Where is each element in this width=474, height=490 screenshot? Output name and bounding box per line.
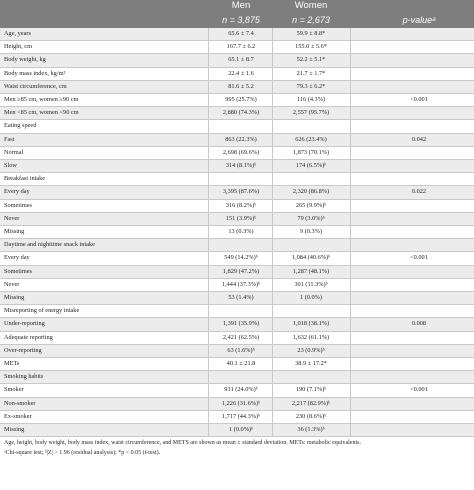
women-value: 2,557 (95.7%) [292, 109, 330, 117]
women-value: 9 (0.3%) [299, 228, 323, 235]
p-value: 0.022 [411, 188, 427, 196]
women-value: 190 (7.1%)ᵇ [295, 386, 327, 394]
women-value: 79.3 ± 6.2* [296, 82, 326, 90]
row-label: Breakfast intake [4, 175, 46, 183]
table-row [0, 318, 474, 331]
women-value: 59.9 ± 8.8* [296, 30, 326, 37]
row-label: Non-smoker [4, 399, 36, 407]
table-row [0, 68, 474, 81]
men-value: 1 (0.0%)ᵇ [229, 426, 253, 433]
section-row [0, 371, 474, 384]
table-row [0, 266, 474, 279]
header-men: Men [231, 0, 251, 11]
footnote-summary: Age, height, body weight, body mass index, waist circumference, and METS are shown as mean ± standard deviation. METs: metabolic equivalents. [4, 440, 361, 447]
men-value: 151 (3.9%)ᵇ [225, 214, 257, 222]
men-value: 2,421 (62.5%) [222, 333, 260, 341]
header-n-men: n = 3,875 [222, 15, 260, 25]
section-row [0, 239, 474, 252]
women-value: 2,320 (86.8%) [292, 188, 330, 196]
women-value: 1,084 (40.6%)ᵇ [291, 254, 331, 262]
men-value: 1,829 (47.2%) [222, 267, 260, 275]
row-label: Age, years [4, 30, 31, 37]
women-value: 2,217 (82.9%)ᵇ [291, 399, 331, 407]
women-value: 36 (1.3%)ᵇ [297, 426, 325, 433]
row-label: Men ≥85 cm, women ≥90 cm [4, 96, 79, 103]
column-divider [272, 28, 273, 437]
table-header-groups [0, 0, 474, 12]
row-label: Adequate reporting [4, 333, 53, 341]
row-label: Missing [4, 294, 25, 301]
p-value: 0.008 [411, 320, 427, 328]
p-value: <0.001 [410, 254, 428, 262]
row-label: Fast [4, 135, 15, 143]
table-row [0, 345, 474, 358]
men-value: 65.6 ± 7.4 [228, 30, 254, 37]
women-value: 1 (0.0%) [299, 294, 323, 301]
men-value: 863 (22.3%) [225, 135, 257, 143]
men-value: 40.1 ± 21.8 [226, 360, 256, 367]
women-value: 1,873 (70.1%) [292, 148, 330, 156]
men-value: 1,391 (35.9%) [222, 320, 260, 328]
women-value: 155.0 ± 5.6* [295, 43, 327, 51]
men-value: 22.4 ± 1.6 [228, 69, 254, 77]
row-label: Normal [4, 148, 24, 156]
row-label: Never [4, 214, 20, 222]
men-value: 1,717 (44.3%)ᵇ [221, 412, 261, 420]
table-row [0, 134, 474, 147]
men-value: 314 (8.1%)ᵇ [225, 162, 257, 169]
men-value: 13 (0.3%) [228, 228, 254, 235]
section-row [0, 120, 474, 133]
footnote-tests: ᵃChi-square test; ᵇ|Z| > 1.96 (residual analysis); *p < 0.05 (t-test). [4, 450, 161, 457]
row-label: Every day [4, 188, 30, 196]
table-row [0, 411, 474, 424]
table-row [0, 424, 474, 437]
p-value: <0.001 [410, 386, 428, 394]
row-label: Men <85 cm, women <90 cm [4, 109, 79, 117]
row-label: Every day [4, 254, 30, 262]
women-value: 1,018 (38.1%) [292, 320, 330, 328]
row-label: Body mass index, kg/m² [4, 69, 66, 77]
table-row [0, 358, 474, 371]
p-value: <0.001 [410, 96, 428, 103]
row-label: Misreporting of energy intake [4, 307, 80, 315]
table-row [0, 186, 474, 199]
men-value: 549 (14.2%)ᵇ [224, 254, 258, 262]
women-value: 23 (0.9%)ᵇ [297, 346, 325, 354]
table-row [0, 147, 474, 160]
men-value: 2,698 (69.6%) [222, 148, 260, 156]
table-row [0, 384, 474, 397]
table-row [0, 94, 474, 107]
table-row [0, 292, 474, 305]
table-row [0, 332, 474, 345]
table-row [0, 28, 474, 41]
header-p-value: p-valueᵃ [402, 15, 436, 25]
column-divider [350, 28, 351, 437]
men-value: 63 (1.6%)ᵇ [227, 346, 255, 354]
row-label: Missing [4, 228, 25, 235]
women-value: 301 (11.3%)ᵇ [294, 280, 328, 288]
section-row [0, 173, 474, 186]
women-value: 174 (6.5%)ᵇ [295, 162, 327, 169]
row-label: Ex-smoker [4, 412, 32, 420]
table-row [0, 160, 474, 173]
table-row [0, 226, 474, 239]
women-value: 230 (8.6%)ᵇ [295, 412, 327, 420]
row-label: Sometimes [4, 267, 32, 275]
table-row [0, 41, 474, 54]
table-row [0, 279, 474, 292]
row-label: Eating speed [4, 122, 37, 130]
row-label: Missing [4, 426, 25, 433]
row-label: Daytime and nighttime snack intake [4, 241, 95, 249]
row-label: Height, cm [4, 43, 32, 51]
row-label: Smoking habits [4, 373, 44, 381]
table-row [0, 252, 474, 265]
women-value: 116 (4.3%) [296, 96, 326, 103]
women-value: 21.7 ± 1.7* [296, 69, 326, 77]
row-label: Slow [4, 162, 17, 169]
men-value: 2,880 (74.3%) [222, 109, 260, 117]
women-value: 38.9 ± 17.2* [295, 360, 327, 367]
row-label: Over-reporting [4, 346, 42, 354]
table-row [0, 107, 474, 120]
row-label: Sometimes [4, 201, 32, 209]
women-value: 1,287 (48.1%) [292, 267, 330, 275]
women-value: 79 (3.0%)ᵇ [297, 214, 325, 222]
men-value: 53 (1.4%) [228, 294, 254, 301]
men-value: 995 (25.7%) [225, 96, 257, 103]
p-value: 0.042 [411, 135, 427, 143]
table-row [0, 213, 474, 226]
header-n-women: n = 2,673 [292, 15, 330, 25]
women-value: 626 (23.4%) [295, 135, 327, 143]
table-header-n [0, 12, 474, 28]
row-label: Never [4, 280, 20, 288]
table-row [0, 54, 474, 67]
men-value: 1,226 (31.6%)ᵇ [221, 399, 261, 407]
women-value: 1,632 (61.1%) [292, 333, 330, 341]
table-row [0, 398, 474, 411]
header-women: Women [294, 0, 328, 11]
table-row [0, 200, 474, 213]
women-value: 265 (9.9%)ᵇ [295, 201, 327, 209]
table-row [0, 81, 474, 94]
row-label: METs [4, 360, 20, 367]
row-label: Smoker [4, 386, 24, 394]
men-value: 3,395 (87.6%) [222, 188, 260, 196]
section-row [0, 305, 474, 318]
row-label: Waist circumference, cm [4, 82, 67, 90]
women-value: 52.2 ± 5.1* [296, 56, 326, 64]
men-value: 65.1 ± 8.7 [228, 56, 254, 64]
row-label: Under-reporting [4, 320, 45, 328]
men-value: 167.7 ± 6.2 [226, 43, 256, 51]
men-value: 1,444 (37.3%)ᵇ [221, 280, 261, 288]
men-value: 81.6 ± 5.2 [228, 82, 254, 90]
column-divider [208, 28, 209, 437]
row-label: Body weight, kg [4, 56, 46, 64]
men-value: 316 (8.2%)ᵇ [225, 201, 257, 209]
men-value: 931 (24.0%)ᵇ [224, 386, 258, 394]
